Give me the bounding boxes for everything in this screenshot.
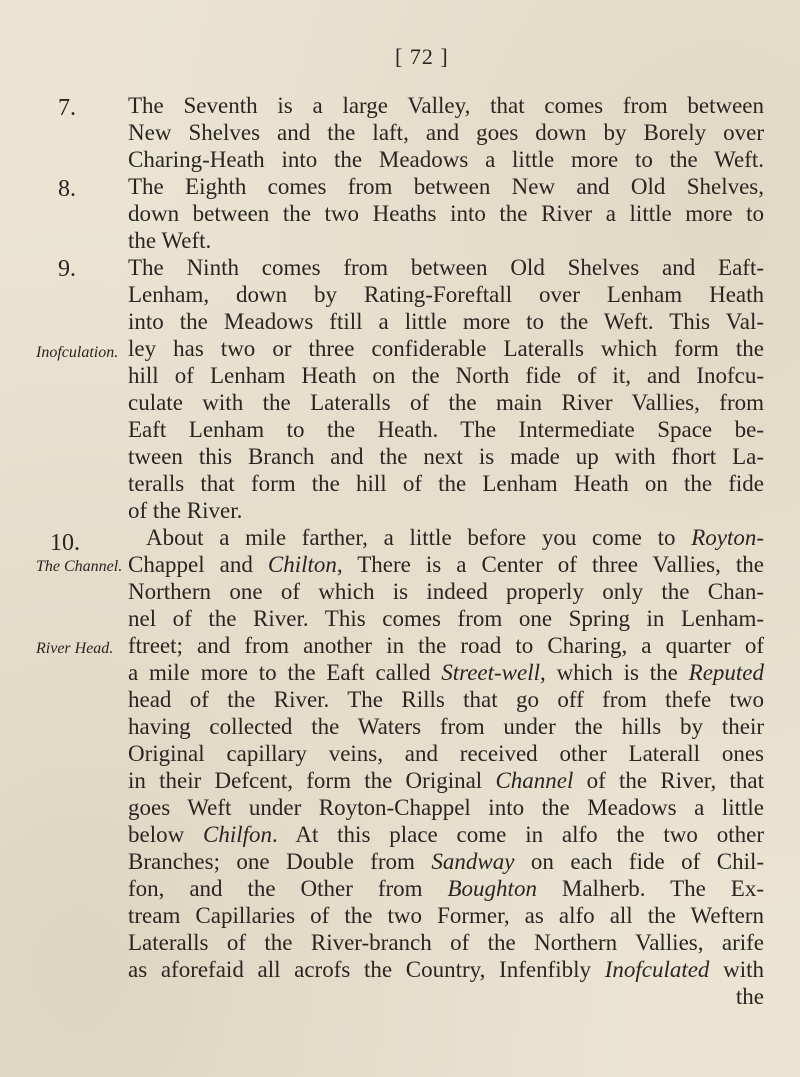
- place-name-sandway: Sandway: [431, 849, 515, 874]
- inosculated-term: Inofculated: [604, 957, 710, 982]
- text-line: the Weft.: [128, 228, 212, 253]
- text-line: having collected the Waters from under the hills by their: [128, 714, 764, 739]
- text-line: [128, 524, 764, 551]
- text-segment: fon, and the Other from: [128, 876, 448, 901]
- place-name-street-well: Street-well: [441, 660, 541, 685]
- place-name-chilton: Chilton: [267, 552, 337, 577]
- text-segment: below: [128, 822, 204, 847]
- text-line: [128, 848, 764, 875]
- text-segment: with: [709, 957, 764, 982]
- text-segment: as aforefaid all acrofs the Country, Infenfibly: [128, 957, 605, 982]
- place-name-boughton: Boughton: [447, 876, 537, 901]
- text-line: Charing-Heath into the Meadows a little more to the Weft.: [128, 147, 764, 172]
- text-line: nel of the River. This comes from one Spring in Lenham-: [128, 606, 764, 631]
- text-segment: About a mile farther, a little before you come to: [146, 525, 692, 550]
- text-line: into the Meadows ftill a little more to the Weft. This Val-: [128, 309, 764, 334]
- text-line: Northern one of which is indeed properly only the Chan-: [128, 579, 764, 604]
- text-line: ley has two or three confiderable Lateralls which form the: [128, 336, 764, 361]
- text-segment: a mile more to the Eaft called: [128, 660, 442, 685]
- text-line: of the River.: [128, 498, 243, 523]
- text-line: Original capillary veins, and received other Laterall ones: [128, 741, 764, 766]
- text-segment: of the River, that: [573, 768, 764, 793]
- text-line: hill of Lenham Heath on the North fide of it, and Inofcu-: [128, 363, 764, 388]
- text-line: down between the two Heaths into the River a little more to: [128, 201, 764, 226]
- margin-number-10: 10.: [50, 530, 80, 556]
- text-line: teralls that form the hill of the Lenham Heath on the fide: [128, 471, 764, 496]
- text-segment: , There is a Center of three Vallies, the: [336, 552, 764, 577]
- page-number: [ 72 ]: [395, 44, 449, 69]
- text-segment: Chappel and: [128, 552, 268, 577]
- margin-number-7: 7.: [58, 95, 76, 121]
- text-line: [128, 767, 764, 794]
- text-line: [128, 551, 764, 578]
- margin-note-inosculation: Inofculation.: [36, 344, 119, 361]
- text-line: tream Capillaries of the two Former, as alfo all the Weftern: [128, 903, 764, 928]
- text-segment: . At this place come in alfo the two other: [272, 822, 764, 847]
- text-segment: Malherb. The Ex-: [536, 876, 764, 901]
- margin-note-river-head: River Head.: [36, 640, 114, 657]
- text-line: [128, 659, 764, 686]
- text-line: ftreet; and from another in the road to Charing, a quarter of: [128, 633, 764, 658]
- margin-number-8: 8.: [58, 176, 76, 202]
- margin-number-9: 9.: [58, 256, 76, 282]
- margin-note-channel: The Channel.: [36, 558, 123, 575]
- text-line: New Shelves and the laft, and goes down by Borely over: [128, 120, 764, 145]
- text-line: Eaft Lenham to the Heath. The Intermediate Space be-: [128, 417, 764, 442]
- text-line: [128, 821, 764, 848]
- channel-term: Channel: [495, 768, 574, 793]
- text-segment: on each fide of Chil-: [514, 849, 765, 874]
- text-line: The Eighth comes from between New and Old Shelves,: [128, 174, 764, 199]
- text-line: [128, 956, 764, 983]
- reputed-term: Reputed: [688, 660, 765, 685]
- text-line: The Seventh is a large Valley, that comes from between: [128, 93, 764, 118]
- text-line: goes Weft under Royton-Chappel into the Meadows a little: [128, 795, 764, 820]
- text-segment: Branches; one Double from: [128, 849, 432, 874]
- text-line: [128, 875, 764, 902]
- text-line: Lenham, down by Rating-Foreftall over Lenham Heath: [128, 282, 764, 307]
- text-segment: in their Defcent, form the Original: [128, 768, 496, 793]
- body-text: [128, 92, 764, 1010]
- text-line: tween this Branch and the next is made up with fhort La-: [128, 444, 764, 469]
- text-line: Lateralls of the River-branch of the Northern Vallies, arife: [128, 930, 764, 955]
- place-name-chilfon: Chilfon: [203, 822, 273, 847]
- place-name-royton: Royton-: [691, 525, 764, 550]
- text-line: culate with the Lateralls of the main River Vallies, from: [128, 390, 764, 415]
- text-line: The Ninth comes from between Old Shelves and Eaft-: [128, 255, 764, 280]
- text-segment: , which is the: [540, 660, 689, 685]
- catchword: the: [735, 984, 764, 1009]
- text-line: head of the River. The Rills that go off from thefe two: [128, 687, 764, 712]
